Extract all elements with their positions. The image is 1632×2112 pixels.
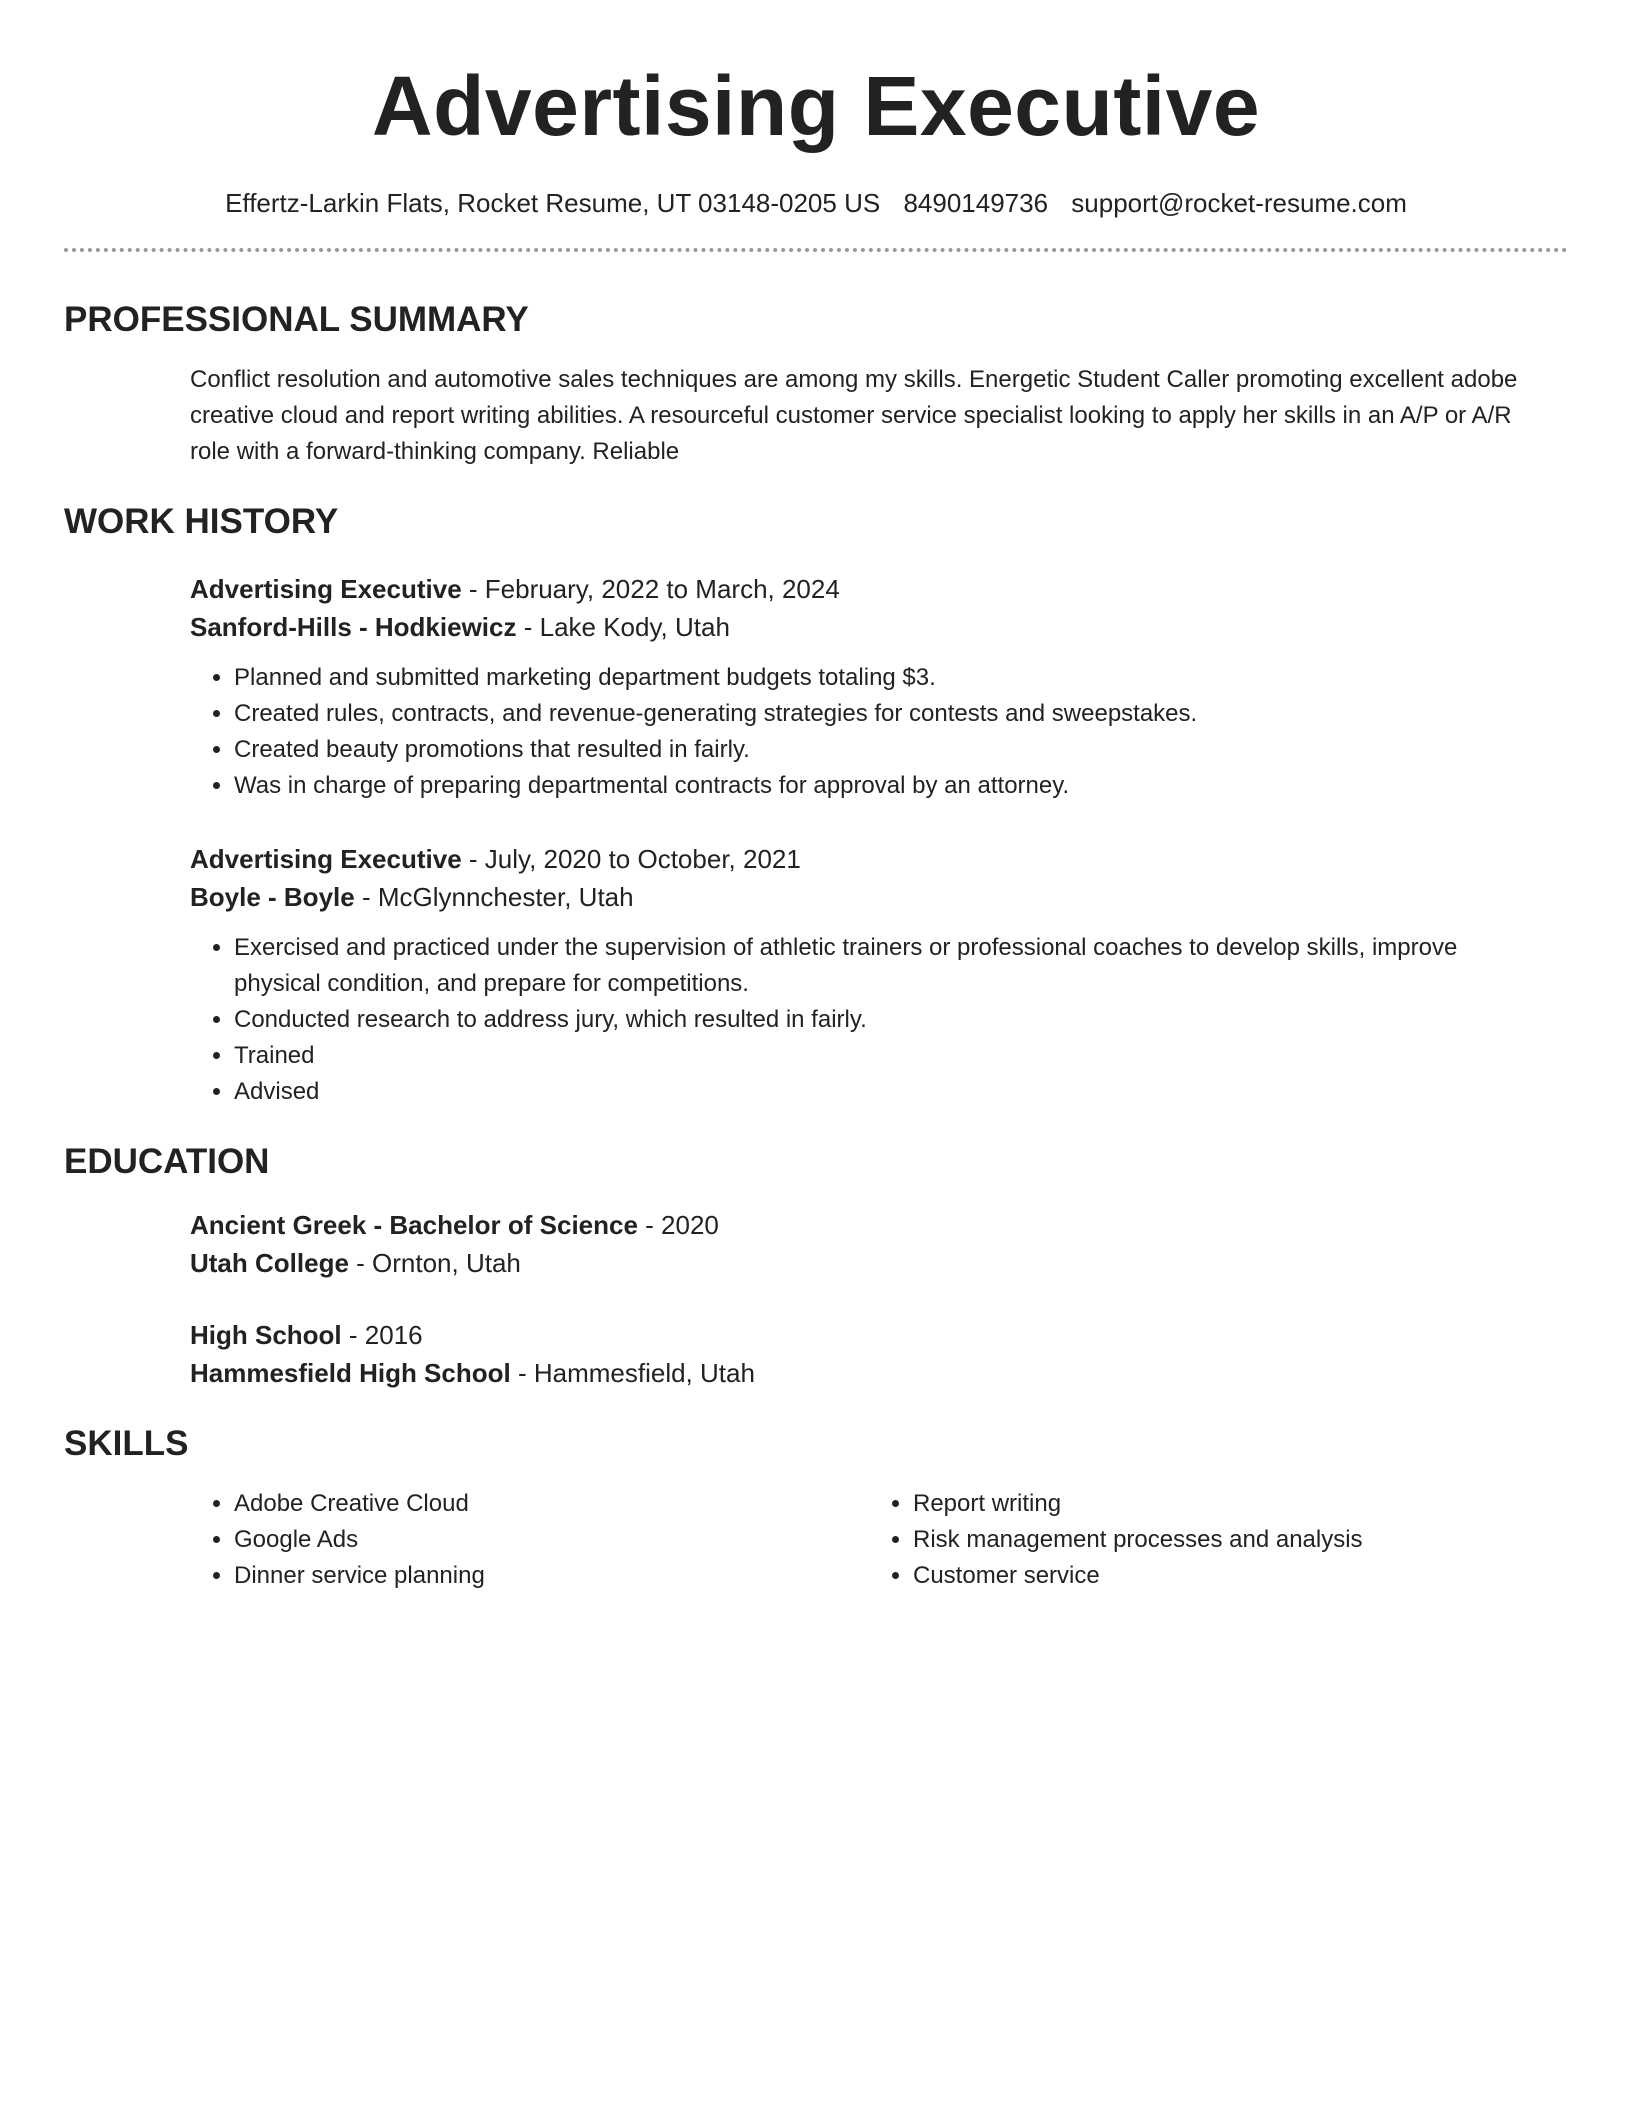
skill-item: • Dinner service planning [234, 1558, 869, 1594]
list-item: • Exercised and practiced under the supervision of athletic trainers or professional coaches to develop skills, improve physical condition, and prepare for competitions. [234, 930, 1548, 1002]
list-item: • Conducted research to address jury, which resulted in fairly. [234, 1002, 1548, 1038]
list-item: • Advised [234, 1074, 1548, 1110]
section-skills [64, 1422, 1568, 1594]
education-entry [190, 1316, 1548, 1392]
education-school-line [190, 1354, 1548, 1392]
contact-address: Effertz-Larkin Flats, Rocket Resume, UT 03148-0205 US [225, 188, 881, 218]
section-title-work: WORK HISTORY [64, 502, 339, 541]
skill-item: • Customer service [913, 1558, 1548, 1594]
job-entry [190, 570, 1548, 804]
education-entry [190, 1206, 1548, 1282]
contact-line [64, 186, 1568, 220]
job-company: Sanford-Hills - Hodkiewicz [190, 612, 517, 642]
job-company-line [190, 878, 1548, 916]
skills-column-right [869, 1486, 1548, 1594]
list-item: • Created rules, contracts, and revenue-generating strategies for contests and sweepstakes. [234, 696, 1548, 732]
list-item: • Trained [234, 1038, 1548, 1074]
job-location: - Lake Kody, Utah [516, 612, 730, 642]
skill-item: • Adobe Creative Cloud [234, 1486, 869, 1522]
job-location: - McGlynnchester, Utah [354, 882, 634, 912]
skill-item: • Report writing [913, 1486, 1548, 1522]
section-title-skills: SKILLS [64, 1424, 189, 1463]
section-title-education: EDUCATION [64, 1142, 270, 1181]
contact-email: support@rocket-resume.com [1071, 188, 1407, 218]
job-title-line [190, 840, 1548, 878]
job-company: Boyle - Boyle [190, 882, 355, 912]
education-school-line [190, 1244, 1548, 1282]
section-title-summary: PROFESSIONAL SUMMARY [64, 300, 529, 339]
list-item: • Planned and submitted marketing department budgets totaling $3. [234, 660, 1548, 696]
job-dates: - February, 2022 to March, 2024 [461, 574, 840, 604]
education-degree: High School [190, 1320, 342, 1350]
job-role: Advertising Executive [190, 844, 462, 874]
job-entry [190, 840, 1548, 1110]
education-school: Utah College [190, 1248, 349, 1278]
job-company-line [190, 608, 1548, 646]
resume-name: Advertising Executive [371, 59, 1261, 153]
job-title-line [190, 570, 1548, 608]
header-divider [64, 248, 1568, 252]
summary-text: Conflict resolution and automotive sales techniques are among my skills. Energetic Student Caller promoting excellent adobe creative cloud and report writing abilities. A resourceful customer service specialist looking to apply her skills in an A/P or A/R role with a forward-thinking company. Reliable [190, 366, 1518, 465]
education-year: - 2020 [637, 1210, 719, 1240]
section-summary [64, 298, 1568, 470]
skill-item: • Google Ads [234, 1522, 869, 1558]
skill-item: • Risk management processes and analysis [913, 1522, 1548, 1558]
job-bullets [190, 660, 1548, 804]
education-degree: Ancient Greek - Bachelor of Science [190, 1210, 638, 1240]
job-bullets [190, 930, 1548, 1110]
section-education [64, 1140, 1568, 1392]
education-degree-line [190, 1316, 1548, 1354]
education-year: - 2016 [341, 1320, 423, 1350]
list-item: • Was in charge of preparing departmental contracts for approval by an attorney. [234, 768, 1548, 804]
list-item: • Created beauty promotions that resulted in fairly. [234, 732, 1548, 768]
education-location: - Hammesfield, Utah [510, 1358, 755, 1388]
education-school: Hammesfield High School [190, 1358, 511, 1388]
education-degree-line [190, 1206, 1548, 1244]
section-work-history [64, 500, 1568, 1110]
contact-phone: 8490149736 [903, 188, 1049, 218]
skills-column-left [190, 1486, 869, 1594]
education-location: - Ornton, Utah [348, 1248, 521, 1278]
job-dates: - July, 2020 to October, 2021 [461, 844, 801, 874]
job-role: Advertising Executive [190, 574, 462, 604]
skills-grid [190, 1486, 1548, 1594]
